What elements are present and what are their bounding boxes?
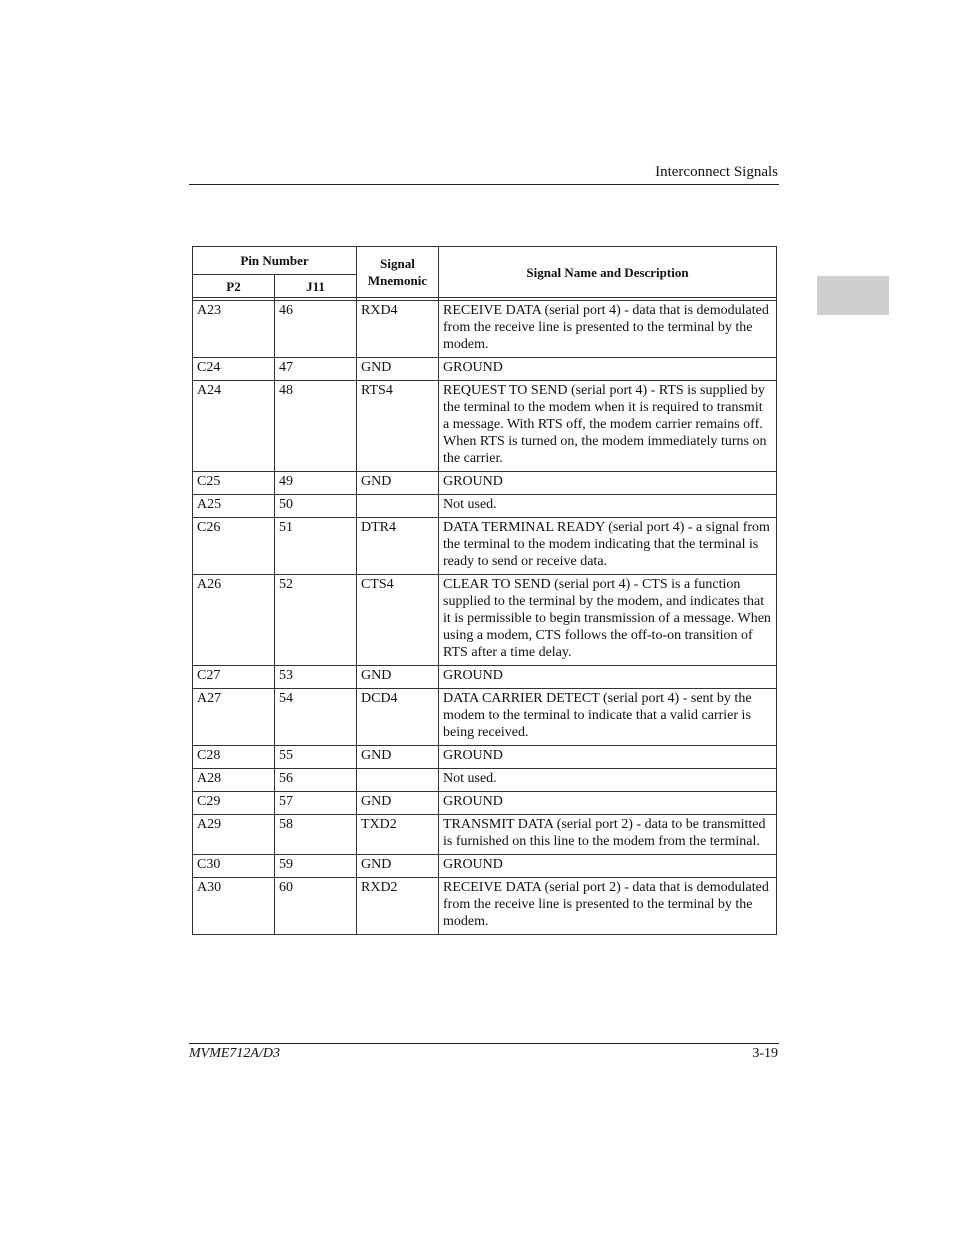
description-cell: CLEAR TO SEND (serial port 4) - CTS is a function supplied to the terminal by the modem, and indicates that it is permissible to begin transmission of a message. When using a modem, CTS follows the off-to-on transition of RTS after a time delay. [439,575,777,666]
j11-cell: 51 [275,518,357,575]
p2-cell: C29 [193,792,275,815]
mnemonic-cell: GND [357,666,439,689]
table-row [193,855,777,878]
mnemonic-cell: RTS4 [357,381,439,472]
j11-cell: 53 [275,666,357,689]
p2-cell: A23 [193,301,275,358]
table-row [193,381,777,472]
description-cell: Not used. [439,495,777,518]
footer-page-number: 3-19 [752,1046,778,1061]
table-row [193,472,777,495]
p2-cell: C30 [193,855,275,878]
j11-cell: 48 [275,381,357,472]
j11-cell: 58 [275,815,357,855]
mnemonic-cell [357,495,439,518]
signal-mnemonic-header: Signal Mnemonic [357,247,439,298]
mnemonic-cell: TXD2 [357,815,439,855]
j11-cell: 60 [275,878,357,935]
signals-table [192,246,777,935]
table-row [193,518,777,575]
j11-cell: 50 [275,495,357,518]
p2-cell: C27 [193,666,275,689]
mnemonic-cell [357,769,439,792]
p2-cell: A25 [193,495,275,518]
mnemonic-cell: GND [357,746,439,769]
description-cell: TRANSMIT DATA (serial port 2) - data to be transmitted is furnished on this line to the modem from the terminal. [439,815,777,855]
p2-cell: A27 [193,689,275,746]
j11-cell: 54 [275,689,357,746]
mnemonic-cell: DCD4 [357,689,439,746]
table-row [193,815,777,855]
description-cell: GROUND [439,746,777,769]
p2-cell: C28 [193,746,275,769]
table-row [193,358,777,381]
mnemonic-cell: GND [357,358,439,381]
p2-cell: A29 [193,815,275,855]
table-row [193,666,777,689]
mnemonic-cell: RXD4 [357,301,439,358]
footer-rule [189,1043,779,1044]
j11-cell: 59 [275,855,357,878]
p2-cell: A24 [193,381,275,472]
mnemonic-cell: RXD2 [357,878,439,935]
header-rule [189,184,779,185]
table-row [193,301,777,358]
description-cell: GROUND [439,855,777,878]
description-cell: RECEIVE DATA (serial port 4) - data that is demodulated from the receive line is presented to the terminal by the modem. [439,301,777,358]
description-cell: GROUND [439,472,777,495]
mnemonic-cell: GND [357,855,439,878]
table-row [193,575,777,666]
j11-cell: 49 [275,472,357,495]
p2-cell: A30 [193,878,275,935]
footer-doc-id: MVME712A/D3 [189,1046,280,1061]
table-row [193,878,777,935]
description-cell: Not used. [439,769,777,792]
j11-cell: 47 [275,358,357,381]
table-row [193,689,777,746]
mnemonic-cell: DTR4 [357,518,439,575]
j11-cell: 57 [275,792,357,815]
description-cell: RECEIVE DATA (serial port 2) - data that is demodulated from the receive line is presented to the terminal by the modem. [439,878,777,935]
chapter-side-tab [817,276,889,315]
p2-cell: A28 [193,769,275,792]
table-row [193,746,777,769]
p2-header: P2 [193,275,275,298]
pin-number-header: Pin Number [193,247,357,275]
description-cell: GROUND [439,358,777,381]
p2-cell: A26 [193,575,275,666]
mnemonic-cell: CTS4 [357,575,439,666]
table-row [193,792,777,815]
page-header-title: Interconnect Signals [655,164,778,180]
j11-header: J11 [275,275,357,298]
description-cell: REQUEST TO SEND (serial port 4) - RTS is supplied by the terminal to the modem when it is required to transmit a message. With RTS off, the modem carrier remains off. When RTS is turned on, the modem immediately turns on the carrier. [439,381,777,472]
p2-cell: C24 [193,358,275,381]
table-row [193,769,777,792]
j11-cell: 55 [275,746,357,769]
j11-cell: 52 [275,575,357,666]
j11-cell: 46 [275,301,357,358]
signal-description-header: Signal Name and Description [439,247,777,298]
mnemonic-cell: GND [357,792,439,815]
table-row [193,495,777,518]
description-cell: DATA CARRIER DETECT (serial port 4) - sent by the modem to the terminal to indicate that a valid carrier is being received. [439,689,777,746]
p2-cell: C26 [193,518,275,575]
p2-cell: C25 [193,472,275,495]
description-cell: GROUND [439,792,777,815]
description-cell: GROUND [439,666,777,689]
j11-cell: 56 [275,769,357,792]
description-cell: DATA TERMINAL READY (serial port 4) - a signal from the terminal to the modem indicating that the terminal is ready to send or receive data. [439,518,777,575]
mnemonic-cell: GND [357,472,439,495]
